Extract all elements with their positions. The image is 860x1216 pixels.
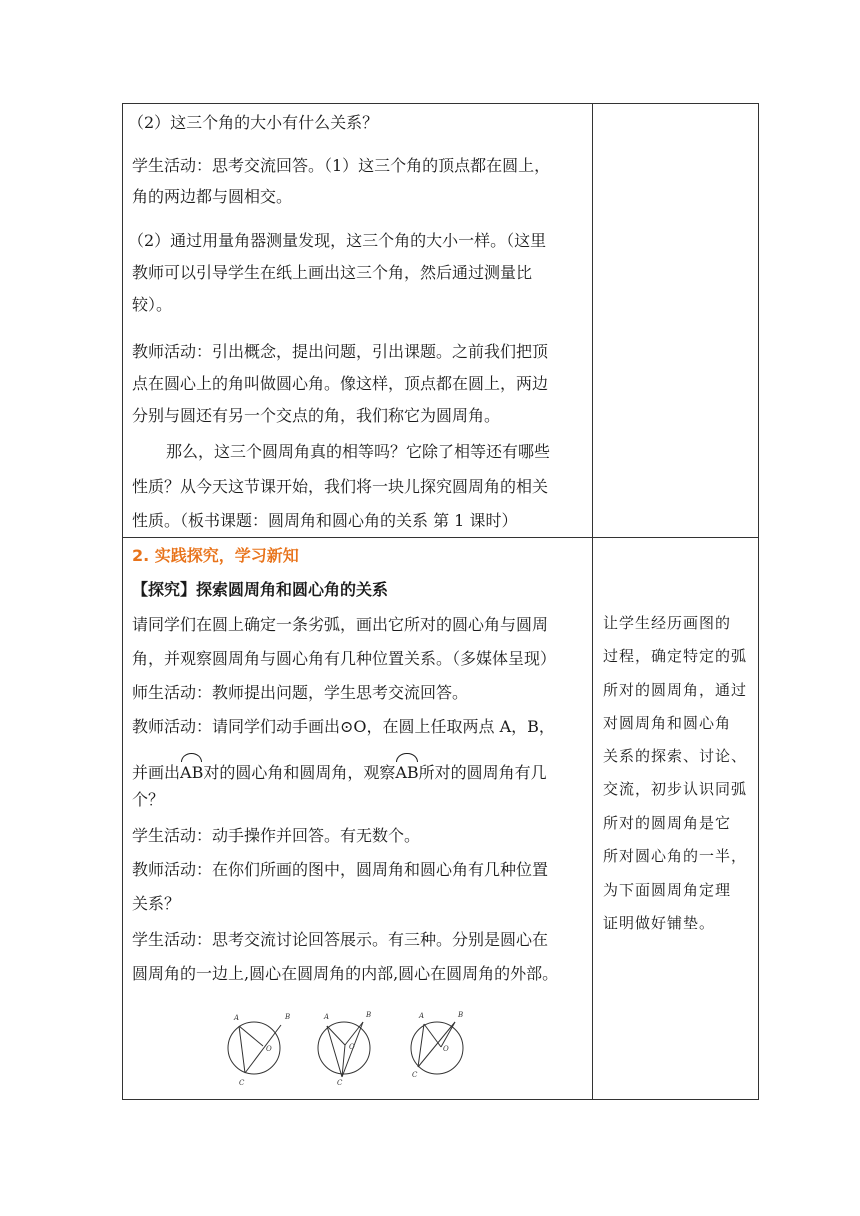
point-label: C xyxy=(239,1079,245,1087)
inscribed-angle-figures xyxy=(225,1005,495,1090)
text-line: 教师可以引导学生在纸上画出这三个角，然后通过测量比 xyxy=(132,263,533,282)
arc-label: AB xyxy=(180,763,204,782)
point-label: C xyxy=(412,1071,418,1079)
side-note-line: 为下面圆周角定理 xyxy=(603,881,732,899)
side-note-line: 让学生经历画图的 xyxy=(603,614,732,632)
side-note-line: 证明做好铺垫。 xyxy=(603,914,716,932)
text-segment: 对的圆心角和圆周角，观察 xyxy=(203,763,396,782)
side-note-line: 所对圆心角的一半， xyxy=(603,847,748,865)
text-line: 教师活动：请同学们动手画出⊙O，在圆上任取两点 A，B， xyxy=(132,717,555,736)
text-line: 角的两边都与圆相交。 xyxy=(132,187,293,206)
arc-mark xyxy=(396,753,417,762)
text-line: 个？ xyxy=(132,790,165,809)
text-line: 教师活动：在你们所画的图中，圆周角和圆心角有几种位置 xyxy=(132,860,549,879)
text-line: 性质。（板书课题：圆周角和圆心角的关系 第 1 课时） xyxy=(132,511,518,530)
point-label: B xyxy=(285,1013,291,1021)
point-label: B xyxy=(458,1011,464,1019)
text-line: （2）这三个角的大小有什么关系？ xyxy=(128,113,379,132)
point-label: O xyxy=(443,1045,449,1053)
point-label: O xyxy=(266,1045,272,1053)
side-note-line: 过程，确定特定的弧 xyxy=(603,647,748,665)
circle xyxy=(228,1022,280,1074)
radius-oa xyxy=(424,1024,441,1047)
text-line: 那么，这三个圆周角真的相等吗？它除了相等还有哪些 xyxy=(166,442,551,461)
side-note-line: 关系的探索、讨论、 xyxy=(603,747,748,765)
text-line: 学生活动：动手操作并回答。有无数个。 xyxy=(132,826,421,845)
section-subheading: 【探究】探索圆周角和圆心角的关系 xyxy=(132,580,389,599)
arc-text-line xyxy=(132,763,547,783)
text-line: 学生活动：思考交流讨论回答展示。有三种。分别是圆心在 xyxy=(132,930,549,949)
side-note-line: 所对的圆周角是它 xyxy=(603,814,732,832)
text-line: 性质？从今天这节课开始，我们将一块儿探究圆周角的相关 xyxy=(132,477,549,496)
figure-center-outside xyxy=(411,1022,463,1074)
radius-ob xyxy=(345,1022,363,1045)
section-heading: 2. 实践探究，学习新知 xyxy=(132,546,299,565)
circle xyxy=(318,1022,370,1074)
row-divider xyxy=(123,537,758,538)
side-note-line: 交流，初步认识同弧 xyxy=(603,780,748,798)
text-line: （2）通过用量角器测量发现，这三个角的大小一样。（这里 xyxy=(128,231,547,250)
text-segment: 并画出 xyxy=(132,763,181,782)
lesson-table xyxy=(122,103,759,1100)
point-label: A xyxy=(234,1014,240,1022)
point-label: A xyxy=(324,1013,330,1021)
chord-ac xyxy=(239,1026,245,1073)
point-label: C xyxy=(337,1079,343,1087)
arc-symbol xyxy=(395,763,418,783)
text-line: 学生活动：思考交流回答。（1）这三个角的顶点都在圆上， xyxy=(132,156,551,175)
side-note-line: 所对的圆周角，通过 xyxy=(603,681,748,699)
text-line: 关系？ xyxy=(132,894,181,913)
point-label: O xyxy=(349,1043,355,1051)
text-line: 请同学们在圆上确定一条劣弧，画出它所对的圆心角与圆周 xyxy=(132,615,549,634)
arc-label: AB xyxy=(395,763,419,782)
text-line: 圆周角的一边上,圆心在圆周角的内部,圆心在圆周角的外部。 xyxy=(132,964,559,983)
radius-ob xyxy=(441,1022,455,1047)
radius-oa xyxy=(239,1026,263,1046)
text-segment: 所对的圆周角有几 xyxy=(418,763,547,782)
point-label: A xyxy=(419,1012,425,1020)
text-line: 角，并观察圆周角与圆心角有几种位置关系。（多媒体呈现） xyxy=(132,649,557,668)
text-line: 分别与圆还有另一个交点的角，我们称它为圆周角。 xyxy=(132,406,501,425)
text-line: 点在圆心上的角叫做圆心角。像这样，顶点都在圆上，两边 xyxy=(132,374,549,393)
text-line: 师生活动：教师提出问题，学生思考交流回答。 xyxy=(132,683,469,702)
figure-center-on-side xyxy=(228,1022,281,1074)
point-label: B xyxy=(366,1011,372,1019)
figure-center-inside xyxy=(318,1022,370,1077)
arc-symbol xyxy=(180,763,203,783)
side-note-line: 对圆周角和圆心角 xyxy=(603,714,732,732)
chord-bc xyxy=(245,1025,281,1073)
text-line: 较）。 xyxy=(132,295,173,314)
text-line: 教师活动：引出概念，提出问题，引出课题。之前我们把顶 xyxy=(132,342,549,361)
column-divider xyxy=(592,104,593,1099)
